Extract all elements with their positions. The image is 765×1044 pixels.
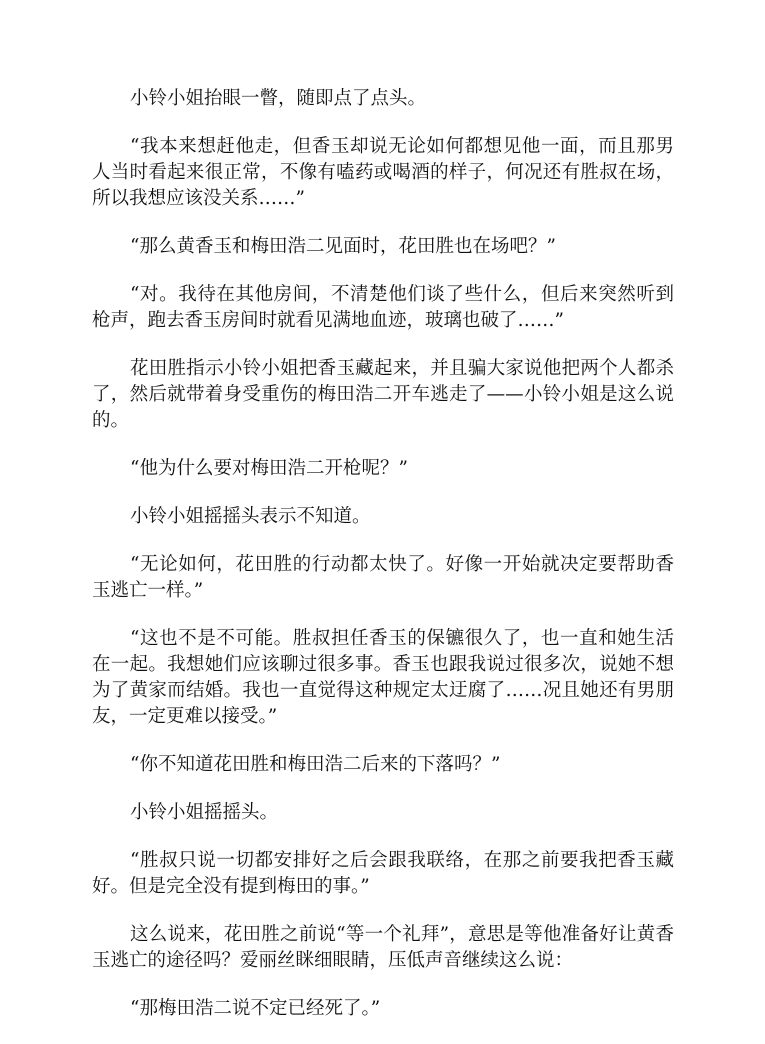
paragraph: 小铃小姐抬眼一瞥，随即点了点头。	[130, 88, 427, 109]
paragraph: 小铃小姐摇摇头。	[130, 802, 279, 823]
paragraph: “那么黄香玉和梅田浩二见面时，花田胜也在场吧？”	[130, 236, 556, 257]
paragraph: “对。我待在其他房间，不清楚他们谈了些什么，但后来突然听到枪声，跑去香玉房间时就看见满地血迹，玻璃也破了……”	[92, 284, 674, 331]
paragraph: “他为什么要对梅田浩二开枪呢？”	[130, 458, 408, 479]
paragraph: “这也不是不可能。胜叔担任香玉的保镳很久了，也一直和她生活在一起。我想她们应该聊过很多事。香玉也跟我说过很多次，说她不想为了黄家而结婚。我也一直觉得这种规定太迂腐了……况且她还有男朋友，一定更难以接受。”	[92, 628, 674, 727]
document-page	[92, 86, 674, 1044]
paragraph: “无论如何，花田胜的行动都太快了。好像一开始就决定要帮助香玉逃亡一样。”	[92, 554, 674, 601]
paragraph: 花田胜指示小铃小姐把香玉藏起来，并且骗大家说他把两个人都杀了，然后就带着身受重伤的梅田浩二开车逃走了——小铃小姐是这么说的。	[92, 358, 674, 431]
paragraph: 这么说来，花田胜之前说“等一个礼拜”，意思是等他准备好让黄香玉逃亡的途径吗？爱丽丝眯细眼睛，压低声音继续这么说：	[92, 924, 674, 971]
paragraph: “胜叔只说一切都安排好之后会跟我联络，在那之前要我把香玉藏好。但是完全没有提到梅田的事。”	[92, 850, 674, 897]
paragraph: “那梅田浩二说不定已经死了。”	[130, 998, 381, 1019]
paragraph: “你不知道花田胜和梅田浩二后来的下落吗？”	[130, 754, 501, 775]
paragraph: 小铃小姐摇摇头表示不知道。	[130, 506, 371, 527]
paragraph: “我本来想赶他走，但香玉却说无论如何都想见他一面，而且那男人当时看起来很正常，不像有嗑药或喝酒的样子，何况还有胜叔在场，所以我想应该没关系……”	[92, 136, 674, 209]
